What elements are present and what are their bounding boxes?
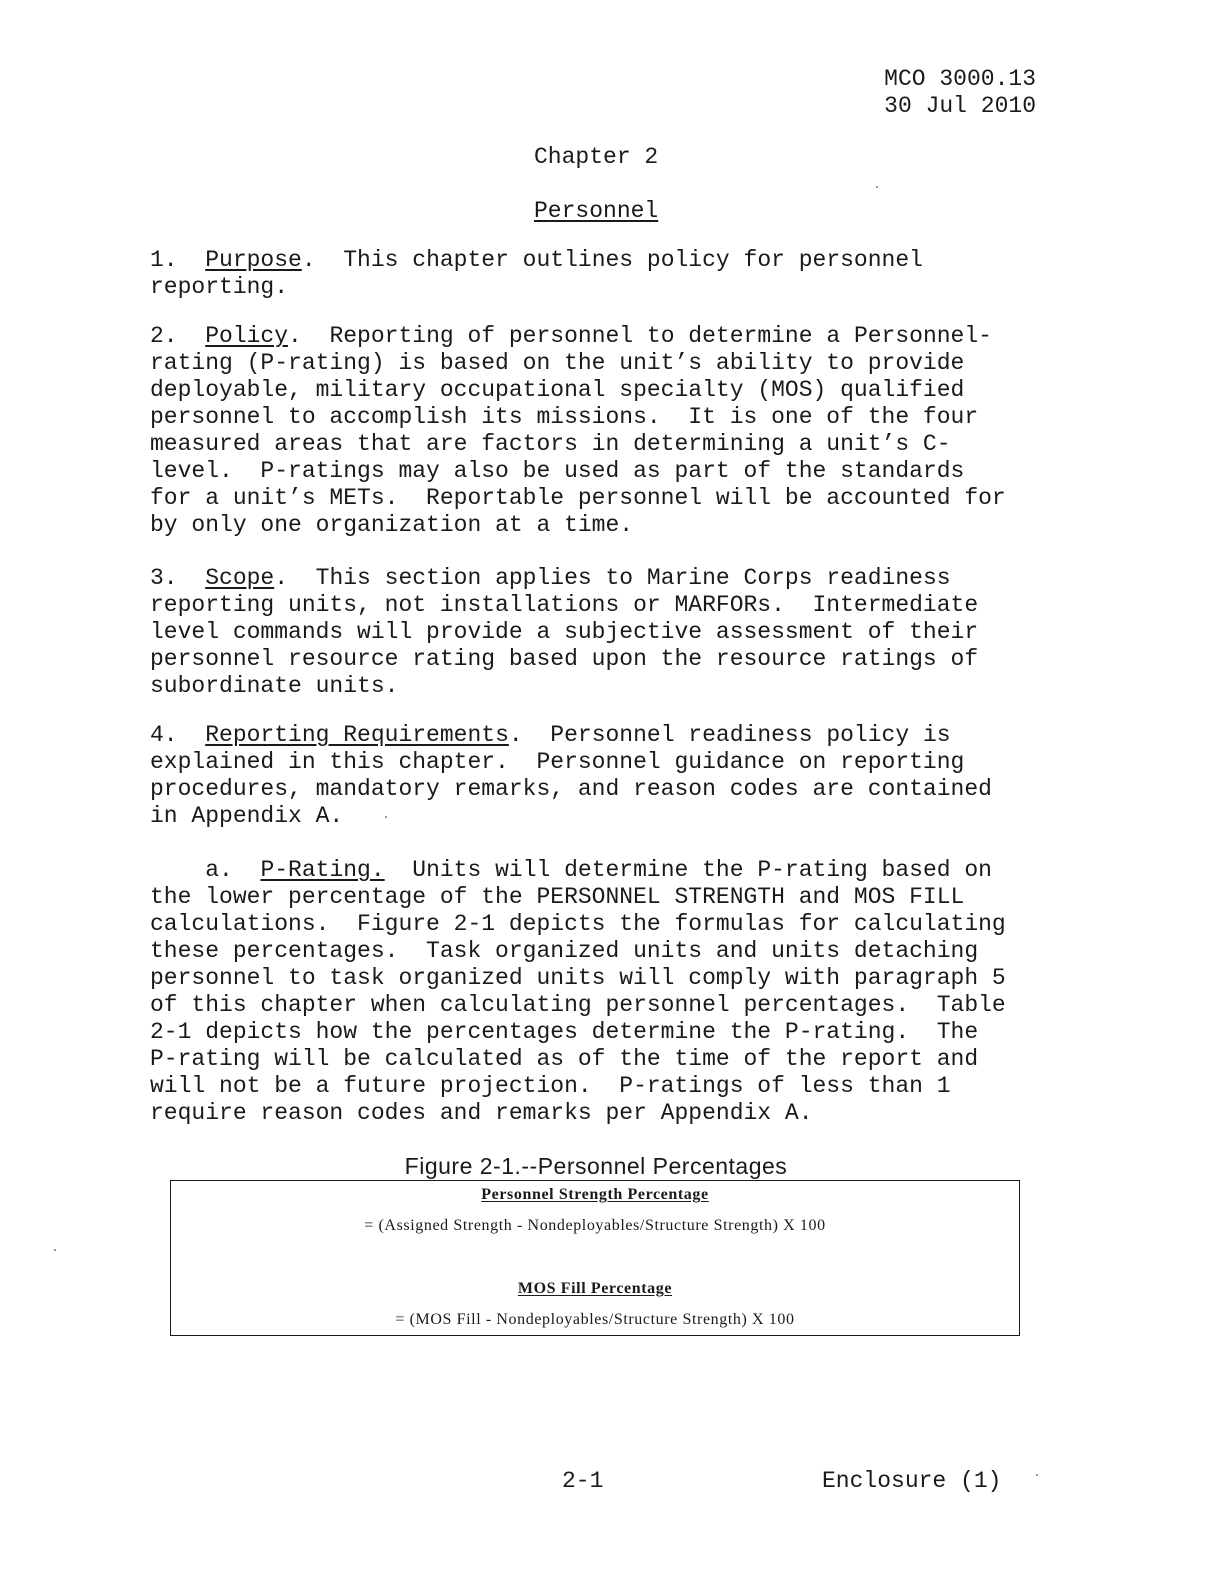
- scan-speck: [876, 186, 878, 188]
- section-heading-scope: Scope: [205, 565, 275, 591]
- section-reporting-text: in Appendix A.: [150, 803, 344, 829]
- page-number: 2-1: [562, 1468, 604, 1494]
- figure-caption: Figure 2-1.--Personnel Percentages: [404, 1153, 788, 1179]
- section-policy-text: level. P-ratings may also be used as part of the standards: [150, 458, 965, 484]
- section-policy-text: deployable, military occupational specialty (MOS) qualified: [150, 377, 965, 403]
- subsection-heading-p-rating: P-Rating.: [260, 857, 385, 883]
- figure-formula-box: [170, 1180, 1020, 1336]
- section-text: . Personnel readiness policy is: [508, 722, 951, 748]
- section-policy-line-1: [150, 323, 992, 350]
- enclosure-label: Enclosure (1): [822, 1468, 1002, 1494]
- section-number: 3.: [150, 565, 178, 591]
- subsection-p-rating-text: of this chapter when calculating personnel percentages. Table: [150, 992, 1006, 1018]
- section-heading-policy: Policy: [205, 323, 289, 349]
- strength-percentage-heading: Personnel Strength Percentage: [481, 1186, 709, 1203]
- document-number: MCO 3000.13: [884, 66, 1036, 92]
- subsection-p-rating-text: require reason codes and remarks per Appendix A.: [150, 1100, 813, 1126]
- chapter-title: Personnel: [534, 198, 659, 224]
- subsection-p-rating-text: 2-1 depicts how the percentages determine the P-rating. The: [150, 1019, 979, 1045]
- mos-fill-percentage-heading: MOS Fill Percentage: [517, 1280, 673, 1297]
- section-scope-text: subordinate units.: [150, 673, 399, 699]
- subsection-p-rating-text: will not be a future projection. P-ratings of less than 1: [150, 1073, 951, 1099]
- scan-speck: [385, 816, 387, 818]
- section-number: 2.: [150, 323, 178, 349]
- section-policy-text: measured areas that are factors in determining a unit’s C-: [150, 431, 951, 457]
- scan-speck: [1036, 1474, 1038, 1476]
- section-purpose-line-1: [150, 247, 923, 274]
- section-number: 1.: [150, 247, 178, 273]
- section-heading-reporting-requirements: Reporting Requirements: [205, 722, 509, 748]
- section-scope-text: level commands will provide a subjective assessment of their: [150, 619, 979, 645]
- subsection-p-rating-text: personnel to task organized units will comply with paragraph 5: [150, 965, 1006, 991]
- subsection-p-rating-text: P-rating will be calculated as of the time of the report and: [150, 1046, 979, 1072]
- scan-speck: [54, 1249, 56, 1251]
- section-reporting-text: explained in this chapter. Personnel guidance on reporting: [150, 749, 965, 775]
- subsection-p-rating-text: calculations. Figure 2-1 depicts the formulas for calculating: [150, 911, 1006, 937]
- subsection-p-rating-text: these percentages. Task organized units and units detaching: [150, 938, 979, 964]
- section-reporting-line-1: [150, 722, 951, 749]
- section-scope-line-1: [150, 565, 951, 592]
- section-number: 4.: [150, 722, 178, 748]
- section-text: . This section applies to Marine Corps readiness: [274, 565, 951, 591]
- section-policy-text: rating (P-rating) is based on the unit’s ability to provide: [150, 350, 965, 376]
- subsection-text: Units will determine the P-rating based on: [384, 857, 992, 883]
- section-scope-text: personnel resource rating based upon the resource ratings of: [150, 646, 979, 672]
- section-text: . Reporting of personnel to determine a Personnel-: [288, 323, 992, 349]
- document-date: 30 Jul 2010: [884, 93, 1036, 119]
- section-policy-text: for a unit’s METs. Reportable personnel will be accounted for: [150, 485, 1006, 511]
- strength-percentage-formula: = (Assigned Strength - Nondeployables/Structure Strength) X 100: [364, 1217, 826, 1234]
- section-policy-text: by only one organization at a time.: [150, 512, 634, 538]
- section-policy-text: personnel to accomplish its missions. It is one of the four: [150, 404, 979, 430]
- subsection-letter: a.: [205, 857, 233, 883]
- section-heading-purpose: Purpose: [205, 247, 302, 273]
- section-text: . This chapter outlines policy for personnel: [301, 247, 923, 273]
- chapter-label: Chapter 2: [534, 144, 659, 170]
- subsection-p-rating-line-1: [150, 857, 992, 884]
- section-purpose-text: reporting.: [150, 274, 289, 300]
- section-scope-text: reporting units, not installations or MARFORs. Intermediate: [150, 592, 979, 618]
- section-reporting-text: procedures, mandatory remarks, and reason codes are contained: [150, 776, 992, 802]
- mos-fill-percentage-formula: = (MOS Fill - Nondeployables/Structure Strength) X 100: [395, 1311, 795, 1328]
- subsection-p-rating-text: the lower percentage of the PERSONNEL STRENGTH and MOS FILL: [150, 884, 965, 910]
